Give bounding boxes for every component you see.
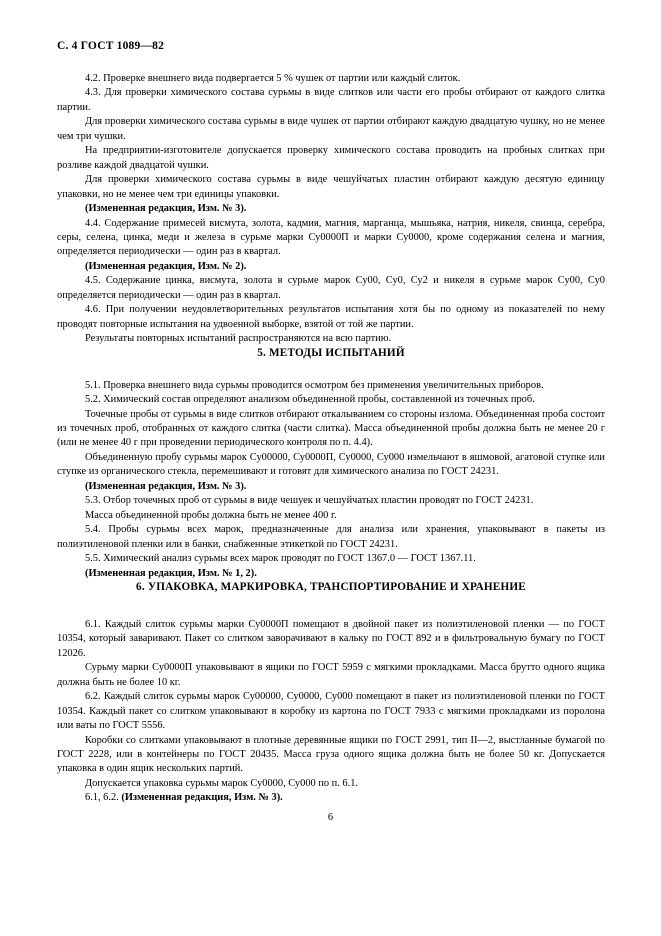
paragraph-4-3c: На предприятии-изготовителе допускается проверку химического состава проводить на пробных слитках при розливе каждой двадцатой чушки. <box>57 145 605 171</box>
paragraph-5-3b: Масса объединенной пробы должна быть не менее 400 г. <box>85 509 337 521</box>
paragraph-4-6: 4.6. При получении неудовлетворительных результатов испытания хотя бы по одному из показателей по нему проводят повторные испытания на удвоенной выборке, взятой от той же партии. <box>57 304 605 330</box>
paragraph-6-1: 6.1. Каждый слиток сурьмы марки Су0000П помещают в двойной пакет из полиэтиленовой пленки — по ГОСТ 10354, который заваривают. Пакет со слитком заворачивают в кальку по ГОСТ 892 и в фильтровальную бумагу по ГОСТ 12026. <box>57 618 605 659</box>
paragraph-5-1: 5.1. Проверка внешнего вида сурьмы проводится осмотром без применения увеличительных приборов. <box>85 379 544 391</box>
paragraph-5-2c: Объединенную пробу сурьмы марок Су00000, Су0000П, Су0000, Су000 измельчают в яшмовой, агатовой ступке или ступке из органического стекла, перемешивают и готовят для химического анализа по ГОСТ 24231. <box>57 451 605 478</box>
document-body <box>57 72 605 806</box>
paragraph-5-3: 5.3. Отбор точечных проб от сурьмы в виде чешуек и чешуйчатых пластин проводят по ГОСТ 24231. <box>85 495 534 507</box>
paragraph-5-2b: Точечные пробы от сурьмы в виде слитков отбирают откалыванием со стороны излома. Объединенная проба состоит из точечных проб, отобранных от каждого слитка (части слитка). Масса объединенной пробы должна быть не менее 20 г (или не менее 40 г при проведении периодического контроля по п. 4.4). <box>57 408 605 449</box>
paragraph-5-4: 5.4. Пробы сурьмы всех марок, предназначенные для анализа или хранения, упаковывают в пакеты из полиэтиленовой пленки или в банки, снабженные этикеткой по ГОСТ 24231. <box>57 524 605 550</box>
amendment-note-text: (Измененная редакция, Изм. № 3). <box>121 792 283 804</box>
paragraph-6-2b: Коробки со слитками упаковывают в плотные деревянные ящики по ГОСТ 2991, тип II—2, выстланные бумагой по ГОСТ 2228, или в контейнеры по ГОСТ 20435. Масса груза одного ящика должна быть не более 50 кг. Допускается упаковка в один ящик нескольких партий. <box>57 734 605 775</box>
paragraph-4-3b: Для проверки химического состава сурьмы в виде чушек от партии отбирают каждую двадцатую чушку, но не менее чем три чушки. <box>57 116 605 142</box>
amendment-note-izm-2: (Измененная редакция, Изм. № 2). <box>85 260 247 272</box>
section-heading-5: 5. МЕТОДЫ ИСПЫТАНИЙ <box>257 346 405 359</box>
paragraph-4-2: 4.2. Проверке внешнего вида подвергается 5 % чушек от партии или каждый слиток. <box>85 73 461 84</box>
paragraph-6-1b: Сурьму марки Су0000П упаковывают в ящики по ГОСТ 5959 с мягкими прокладками. Масса брутто одного ящика должна быть не более 10 кг. <box>57 662 605 688</box>
paragraph-4-4: 4.4. Содержание примесей висмута, золота, кадмия, магния, марганца, мышьяка, натрия, никеля, свинца, серебра, серы, селена, цинка, меди и железа в сурьме марки Су0000П и марки Су0000, кроме содержания селена и магния, определяется периодически — один раз в квартал. <box>57 217 605 258</box>
amendment-note-izm-1-2: (Измененная редакция, Изм. № 1, 2). <box>85 567 257 579</box>
paragraph-5-5: 5.5. Химический анализ сурьмы всех марок проводят по ГОСТ 1367.0 — ГОСТ 1367.11. <box>85 553 476 565</box>
page-number: 6 <box>327 812 334 823</box>
paragraph-4-6b: Результаты повторных испытаний распространяются на всю партию. <box>85 333 392 345</box>
paragraph-4-3: 4.3. Для проверки химического состава сурьмы в виде слитков или части его пробы отбирают от каждого слитка партии. <box>57 87 605 113</box>
amendment-note-clause-ref: 6.1, 6.2. <box>85 792 122 804</box>
paragraph-4-3d: Для проверки химического состава сурьмы в виде чешуйчатых пластин отбирают каждую десятую единицу упаковки, но не менее чем три единицы упаковки. <box>57 174 605 200</box>
running-head: С. 4 ГОСТ 1089—82 <box>57 40 165 52</box>
paragraph-4-5: 4.5. Содержание цинка, висмута, золота в сурьме марок Су00, Су0, Су2 и никеля в сурьме марок Су00, Су0 определяется периодически — один раз в квартал. <box>57 275 605 301</box>
amendment-note-6-1-6-2 <box>57 791 605 805</box>
paragraph-6-2c: Допускается упаковка сурьмы марок Су0000, Су000 по п. 6.1. <box>85 777 359 789</box>
amendment-note-izm-3b: (Измененная редакция, Изм. № 3). <box>85 480 247 492</box>
paragraph-5-2: 5.2. Химический состав определяют анализом объединенной пробы, составленной из точечных проб. <box>85 394 535 406</box>
amendment-note-izm-3a: (Измененная редакция, Изм. № 3). <box>85 203 247 215</box>
paragraph-6-2: 6.2. Каждый слиток сурьмы марок Су00000, Су0000, Су000 помещают в пакет из полиэтиленовой пленки по ГОСТ 10354. Каждый пакет со слитком упаковывают в коробку из картона по ГОСТ 7933 с мягкими прокладками из поролона или ваты по ГОСТ 5556. <box>57 691 605 732</box>
section-heading-6: 6. УПАКОВКА, МАРКИРОВКА, ТРАНСПОРТИРОВАНИЕ И ХРАНЕНИЕ <box>136 580 526 593</box>
